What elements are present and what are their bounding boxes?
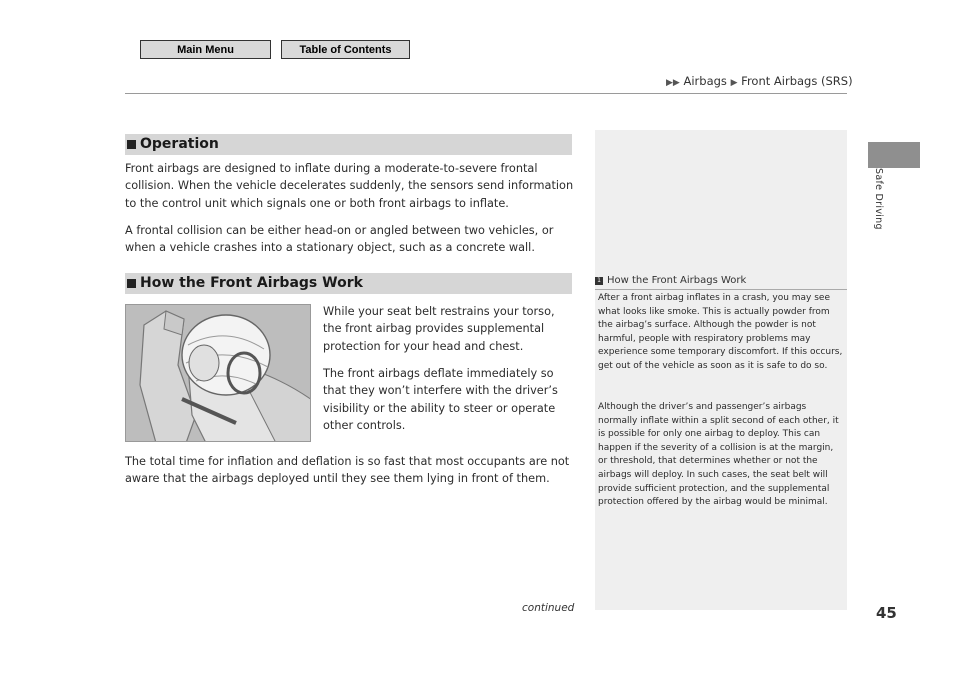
note-marker-icon: 1 [595, 277, 603, 285]
how-airbags-work-heading [125, 273, 572, 294]
table-of-contents-button[interactable]: Table of Contents [281, 40, 410, 59]
breadcrumb-item-front-airbags: Front Airbags (SRS) [741, 74, 853, 88]
operation-heading-text: Operation [140, 136, 219, 152]
section-tab [868, 142, 920, 168]
arrow-right-icon: ▶ [730, 78, 738, 88]
page-number: 45 [876, 604, 897, 622]
square-bullet-icon [127, 140, 136, 149]
square-bullet-icon [127, 279, 136, 288]
header-divider [125, 93, 847, 94]
how-airbags-work-paragraph: The front airbags deflate immediately so that they won’t interfere with the driver’s visibility or the ability to steer or operate other controls. [323, 367, 558, 433]
operation-paragraph: A frontal collision can be either head-on or angled between two vehicles, or when a vehicle crashes into a stationary object, such as a concrete wall. [125, 224, 554, 255]
side-note-paragraph: Although the driver’s and passenger’s airbags normally inflate within a split second of each other, it is possible for only one airbag to deploy. This can happen if the severity of a collision is at the margin, or threshold, that determines whether or not the airbags will deploy. In such cases, the seat belt will provide sufficient protection, and the supplemental protection offered by the airbag would be minimal. [598, 402, 839, 508]
how-airbags-work-paragraph: While your seat belt restrains your torso, the front airbag provides supplemental protection for your head and chest. [323, 305, 555, 353]
breadcrumb-item-airbags[interactable]: Airbags [683, 74, 727, 88]
breadcrumb [666, 74, 853, 88]
side-note-heading-text: How the Front Airbags Work [607, 275, 747, 286]
operation-paragraph: Front airbags are designed to inflate during a moderate-to-severe frontal collision. When the vehicle decelerates suddenly, the sensors send information to the control unit which signals one or both front airbags to inflate. [125, 162, 574, 210]
operation-heading [125, 134, 572, 155]
total-time-paragraph: The total time for inflation and deflation is so fast that most occupants are not aware that the airbags deployed until they see them lying in front of them. [125, 455, 570, 486]
airbag-illustration [125, 304, 311, 442]
side-note-heading [595, 275, 847, 286]
main-menu-button[interactable]: Main Menu [140, 40, 271, 59]
arrow-right-icon: ▶▶ [666, 78, 680, 88]
section-tab-label: Safe Driving [873, 168, 884, 230]
side-note-paragraph: After a front airbag inflates in a crash, you may see what looks like smoke. This is actually powder from the airbag’s surface. Although the powder is not harmful, people with respiratory problems may experience some temporary discomfort. If this occurs, get out of the vehicle as soon as it is safe to do so. [598, 293, 843, 371]
continued-label: continued [522, 602, 575, 614]
airbag-deployment-image [126, 305, 311, 442]
side-note-divider [595, 289, 847, 290]
how-airbags-work-heading-text: How the Front Airbags Work [140, 275, 363, 291]
